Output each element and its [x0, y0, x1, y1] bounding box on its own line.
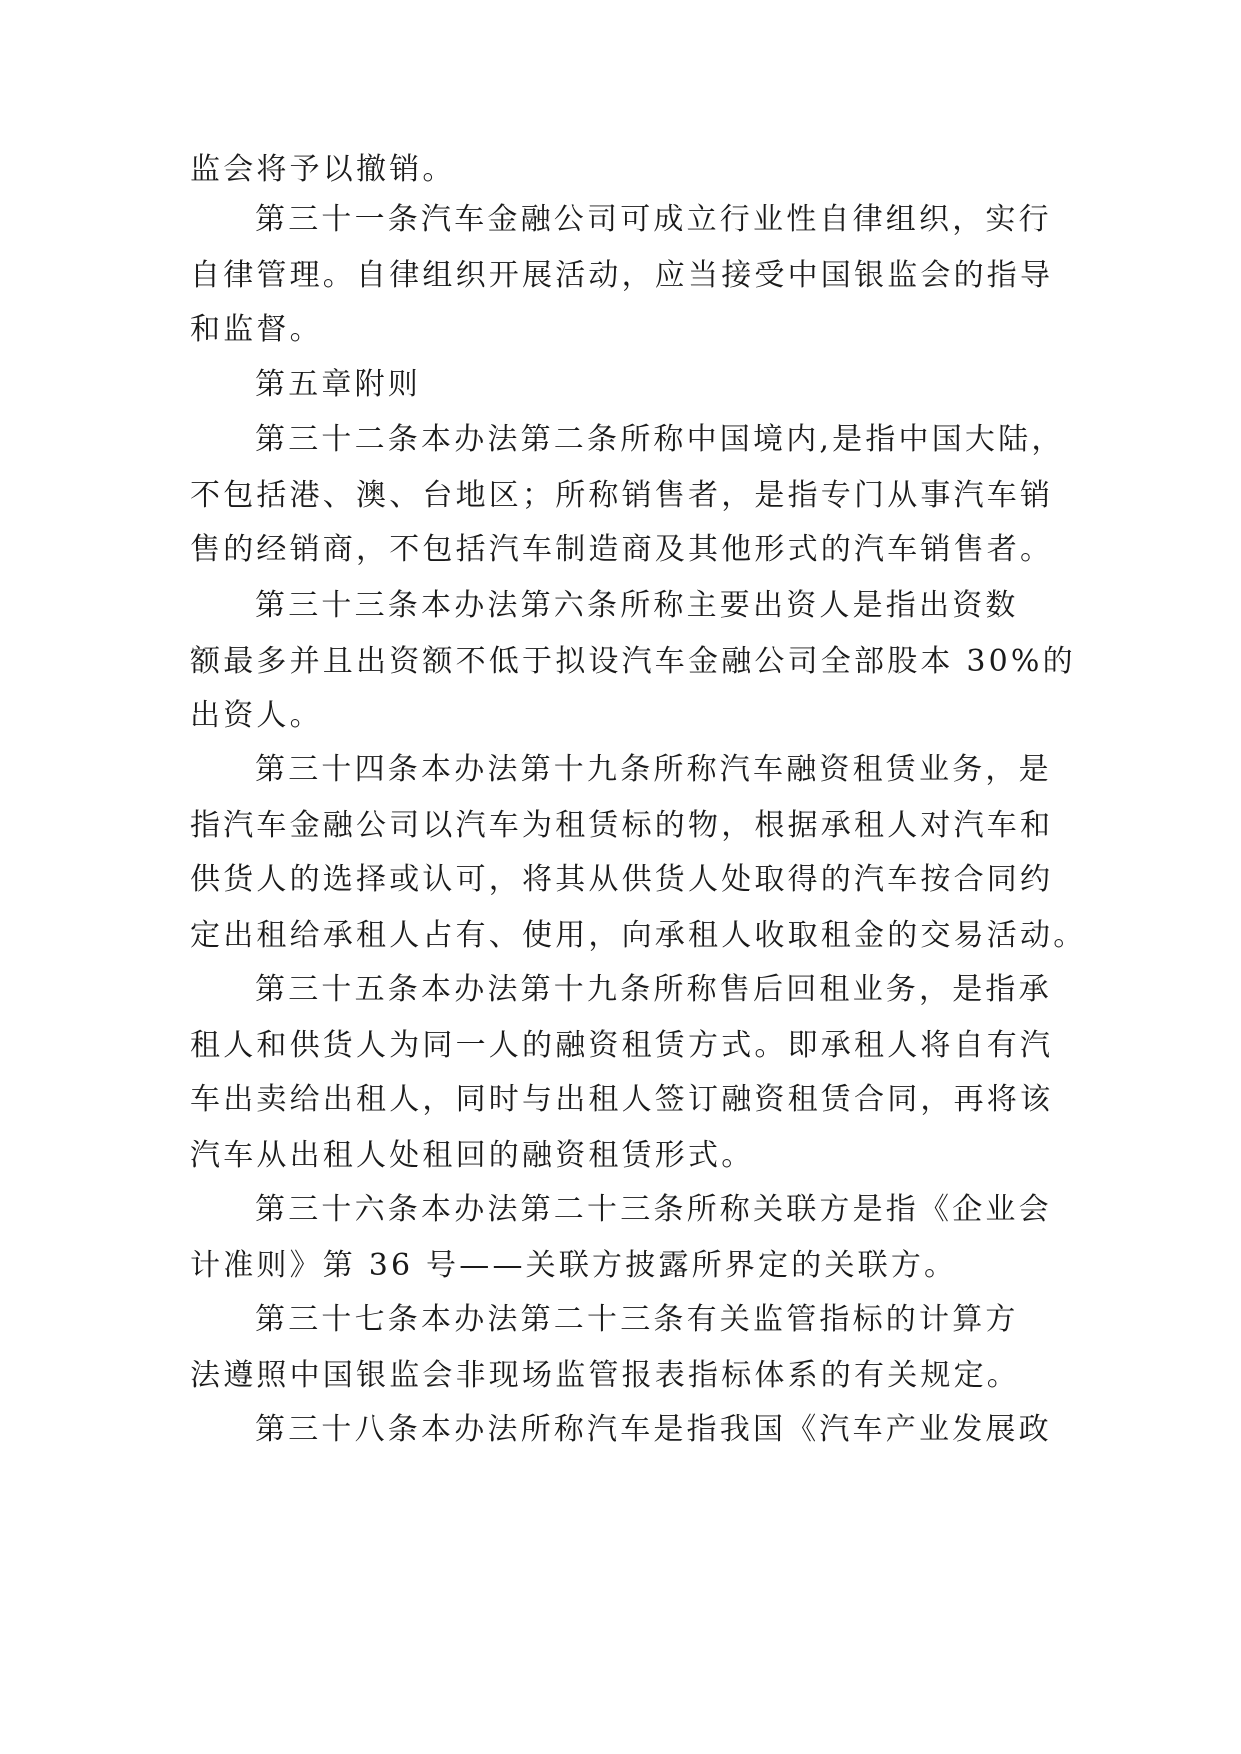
text-line: 定出租给承租人占有、使用，向承租人收取租金的交易活动。: [190, 918, 1087, 953]
text-line: 供货人的选择或认可，将其从供货人处取得的汽车按合同约: [190, 862, 1054, 897]
text-line: 汽车从出租人处租回的融资租赁形式。: [190, 1138, 755, 1173]
text-line: 自律管理。自律组织开展活动，应当接受中国银监会的指导: [190, 258, 1054, 293]
text-line: 计准则》第 36 号——关联方披露所界定的关联方。: [190, 1248, 958, 1283]
text-line: 租人和供货人为同一人的融资租赁方式。即承租人将自有汽: [190, 1028, 1054, 1063]
text-line: 第三十七条本办法第二十三条有关监管指标的计算方: [255, 1302, 1019, 1337]
text-line: 售的经销商，不包括汽车制造商及其他形式的汽车销售者。: [190, 532, 1054, 567]
text-line: 不包括港、澳、台地区；所称销售者，是指专门从事汽车销: [190, 478, 1054, 513]
text-line: 第三十四条本办法第十九条所称汽车融资租赁业务，是: [255, 752, 1052, 787]
text-line: 第三十三条本办法第六条所称主要出资人是指出资数: [255, 588, 1019, 623]
text-line: 出资人。: [190, 698, 323, 733]
text-line: 车出卖给出租人，同时与出租人签订融资租赁合同，再将该: [190, 1082, 1054, 1117]
text-line: 和监督。: [190, 312, 323, 347]
chapter-heading: 第五章附则: [255, 367, 421, 402]
text-line: 第三十八条本办法所称汽车是指我国《汽车产业发展政: [255, 1412, 1052, 1447]
text-line: 法遵照中国银监会非现场监管报表指标体系的有关规定。: [190, 1358, 1020, 1393]
text-line: 第三十五条本办法第十九条所称售后回租业务，是指承: [255, 972, 1052, 1007]
text-line: 额最多并且出资额不低于拟设汽车金融公司全部股本 30%的: [190, 644, 1076, 679]
text-line: 第三十一条汽车金融公司可成立行业性自律组织，实行: [255, 202, 1052, 237]
text-line: 第三十六条本办法第二十三条所称关联方是指《企业会: [255, 1192, 1052, 1227]
text-line: 指汽车金融公司以汽车为租赁标的物，根据承租人对汽车和: [190, 808, 1054, 843]
text-line: 第三十二条本办法第二条所称中国境内,是指中国大陆，: [255, 422, 1065, 457]
text-line: 监会将予以撤销。: [190, 152, 456, 187]
